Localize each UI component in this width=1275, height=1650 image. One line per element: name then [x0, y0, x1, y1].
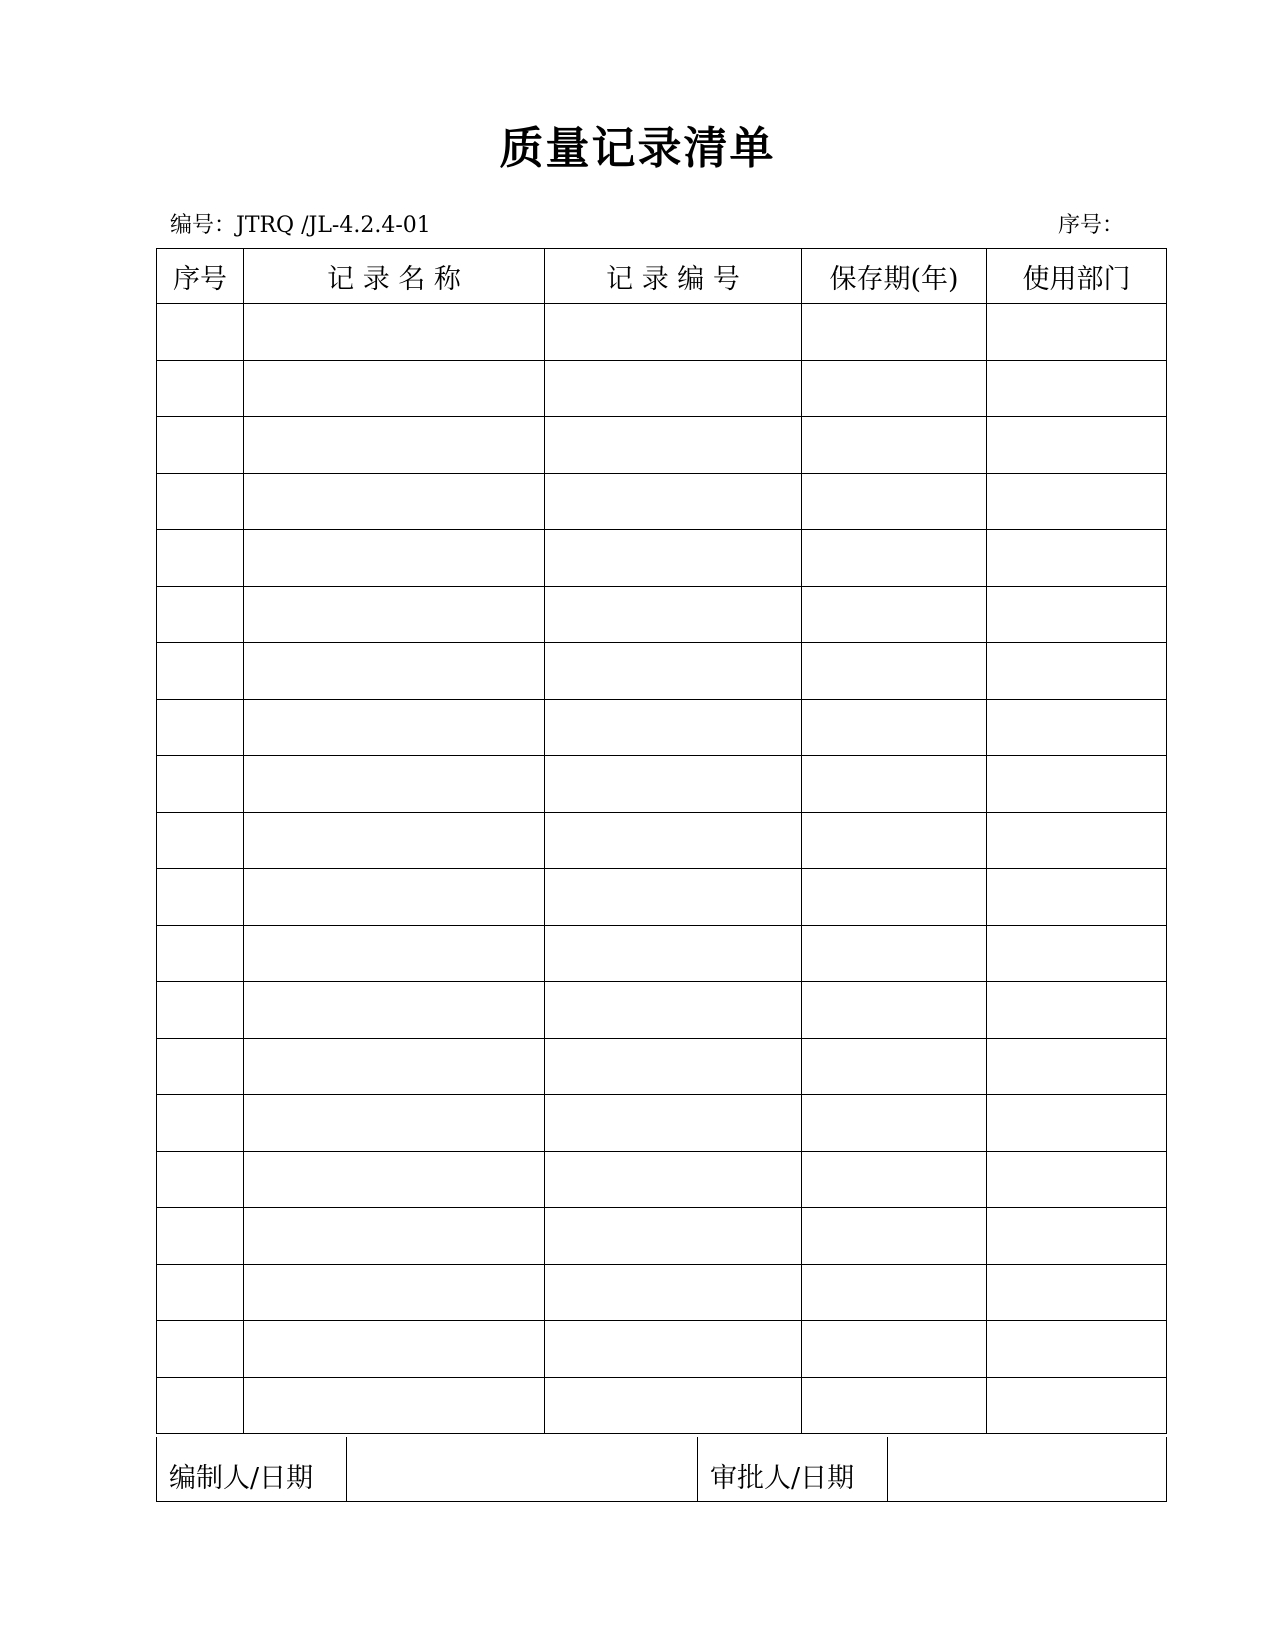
- cell-retention-period[interactable]: [802, 1095, 987, 1152]
- table-row: [157, 360, 1167, 417]
- cell-serial[interactable]: [157, 1151, 244, 1208]
- header-record-name: 记 录 名 称: [244, 249, 545, 304]
- cell-department[interactable]: [987, 586, 1167, 643]
- cell-retention-period[interactable]: [802, 869, 987, 926]
- cell-retention-period[interactable]: [802, 304, 987, 361]
- cell-record-name[interactable]: [244, 812, 545, 869]
- cell-department[interactable]: [987, 1321, 1167, 1378]
- cell-serial[interactable]: [157, 643, 244, 700]
- header-department: 使用部门: [987, 249, 1167, 304]
- table-row: [157, 756, 1167, 813]
- cell-record-name[interactable]: [244, 360, 545, 417]
- table-row: [157, 869, 1167, 926]
- cell-retention-period[interactable]: [802, 1151, 987, 1208]
- cell-serial[interactable]: [157, 1095, 244, 1152]
- approver-date-field[interactable]: [888, 1437, 1167, 1502]
- cell-record-number[interactable]: [545, 473, 802, 530]
- cell-serial[interactable]: [157, 586, 244, 643]
- cell-retention-period[interactable]: [802, 699, 987, 756]
- table-row: [157, 1321, 1167, 1378]
- cell-department[interactable]: [987, 925, 1167, 982]
- serial-number-label: 序号：: [1058, 213, 1125, 238]
- approver-label: 审批人/日期: [698, 1437, 888, 1502]
- cell-retention-period[interactable]: [802, 360, 987, 417]
- header-retention-period: 保存期(年): [802, 249, 987, 304]
- cell-department[interactable]: [987, 1038, 1167, 1095]
- cell-department[interactable]: [987, 1095, 1167, 1152]
- cell-record-name[interactable]: [244, 643, 545, 700]
- cell-record-number[interactable]: [545, 699, 802, 756]
- cell-retention-period[interactable]: [802, 1038, 987, 1095]
- cell-retention-period[interactable]: [802, 812, 987, 869]
- cell-serial[interactable]: [157, 982, 244, 1039]
- cell-serial[interactable]: [157, 530, 244, 587]
- table-row: [157, 1208, 1167, 1265]
- cell-record-name[interactable]: [244, 304, 545, 361]
- cell-retention-period[interactable]: [802, 1264, 987, 1321]
- cell-serial[interactable]: [157, 699, 244, 756]
- header-serial: 序号: [157, 249, 244, 304]
- cell-record-name[interactable]: [244, 1208, 545, 1265]
- cell-retention-period[interactable]: [802, 473, 987, 530]
- quality-record-table: [156, 248, 1167, 1434]
- cell-record-name[interactable]: [244, 1095, 545, 1152]
- cell-record-number[interactable]: [545, 869, 802, 926]
- table-row: [157, 699, 1167, 756]
- cell-record-number[interactable]: [545, 982, 802, 1039]
- cell-record-number[interactable]: [545, 756, 802, 813]
- cell-department[interactable]: [987, 1264, 1167, 1321]
- cell-record-name[interactable]: [244, 417, 545, 474]
- cell-serial[interactable]: [157, 360, 244, 417]
- cell-record-number[interactable]: [545, 360, 802, 417]
- cell-serial[interactable]: [157, 869, 244, 926]
- cell-record-name[interactable]: [244, 925, 545, 982]
- cell-record-name[interactable]: [244, 982, 545, 1039]
- cell-serial[interactable]: [157, 1377, 244, 1434]
- cell-retention-period[interactable]: [802, 1208, 987, 1265]
- cell-department[interactable]: [987, 1151, 1167, 1208]
- cell-department[interactable]: [987, 473, 1167, 530]
- cell-record-number[interactable]: [545, 1038, 802, 1095]
- cell-department[interactable]: [987, 812, 1167, 869]
- cell-retention-period[interactable]: [802, 643, 987, 700]
- cell-record-number[interactable]: [545, 530, 802, 587]
- cell-retention-period[interactable]: [802, 1321, 987, 1378]
- cell-retention-period[interactable]: [802, 586, 987, 643]
- cell-department[interactable]: [987, 1208, 1167, 1265]
- cell-record-number[interactable]: [545, 417, 802, 474]
- cell-retention-period[interactable]: [802, 925, 987, 982]
- cell-record-name[interactable]: [244, 1377, 545, 1434]
- cell-record-number[interactable]: [545, 1095, 802, 1152]
- cell-serial[interactable]: [157, 417, 244, 474]
- header-record-number: 记 录 编 号: [545, 249, 802, 304]
- cell-department[interactable]: [987, 360, 1167, 417]
- cell-department[interactable]: [987, 643, 1167, 700]
- cell-department[interactable]: [987, 756, 1167, 813]
- signature-footer: [156, 1437, 1167, 1502]
- table-row: [157, 643, 1167, 700]
- table-row: [157, 586, 1167, 643]
- cell-record-name[interactable]: [244, 530, 545, 587]
- cell-record-number[interactable]: [545, 1321, 802, 1378]
- cell-serial[interactable]: [157, 1264, 244, 1321]
- table-row: [157, 304, 1167, 361]
- cell-record-number[interactable]: [545, 643, 802, 700]
- table-body: [157, 304, 1167, 1434]
- cell-record-number[interactable]: [545, 304, 802, 361]
- table-row: [157, 1095, 1167, 1152]
- table-header-row: [157, 249, 1167, 304]
- cell-retention-period[interactable]: [802, 1377, 987, 1434]
- cell-serial[interactable]: [157, 756, 244, 813]
- cell-department[interactable]: [987, 869, 1167, 926]
- cell-record-number[interactable]: [545, 1264, 802, 1321]
- cell-record-number[interactable]: [545, 812, 802, 869]
- table-row: [157, 925, 1167, 982]
- document-code: 编号：JTRQ /JL-4.2.4-01: [170, 213, 431, 238]
- cell-serial[interactable]: [157, 304, 244, 361]
- document-title: 质量记录清单: [499, 123, 776, 174]
- table-row: [157, 473, 1167, 530]
- table-row: [157, 1377, 1167, 1434]
- cell-department[interactable]: [987, 1377, 1167, 1434]
- compiler-label: 编制人/日期: [157, 1437, 347, 1502]
- cell-record-number[interactable]: [545, 1377, 802, 1434]
- table-row: [157, 982, 1167, 1039]
- cell-record-number[interactable]: [545, 1151, 802, 1208]
- cell-department[interactable]: [987, 417, 1167, 474]
- cell-record-name[interactable]: [244, 699, 545, 756]
- table-row: [157, 1151, 1167, 1208]
- cell-record-name[interactable]: [244, 1038, 545, 1095]
- cell-serial[interactable]: [157, 925, 244, 982]
- table-row: [157, 417, 1167, 474]
- cell-record-name[interactable]: [244, 586, 545, 643]
- cell-retention-period[interactable]: [802, 530, 987, 587]
- cell-serial[interactable]: [157, 473, 244, 530]
- cell-record-name[interactable]: [244, 1321, 545, 1378]
- cell-record-name[interactable]: [244, 756, 545, 813]
- cell-record-name[interactable]: [244, 473, 545, 530]
- cell-department[interactable]: [987, 699, 1167, 756]
- cell-retention-period[interactable]: [802, 982, 987, 1039]
- table-row: [157, 1264, 1167, 1321]
- cell-serial[interactable]: [157, 1208, 244, 1265]
- table-row: [157, 1038, 1167, 1095]
- cell-record-name[interactable]: [244, 869, 545, 926]
- cell-serial[interactable]: [157, 1038, 244, 1095]
- signature-row: [157, 1437, 1167, 1502]
- cell-retention-period[interactable]: [802, 756, 987, 813]
- cell-record-name[interactable]: [244, 1264, 545, 1321]
- cell-serial[interactable]: [157, 812, 244, 869]
- cell-department[interactable]: [987, 304, 1167, 361]
- compiler-date-field[interactable]: [347, 1437, 698, 1502]
- cell-record-number[interactable]: [545, 1208, 802, 1265]
- cell-record-number[interactable]: [545, 925, 802, 982]
- cell-record-number[interactable]: [545, 586, 802, 643]
- table-row: [157, 812, 1167, 869]
- cell-department[interactable]: [987, 982, 1167, 1039]
- table-row: [157, 530, 1167, 587]
- cell-serial[interactable]: [157, 1321, 244, 1378]
- cell-record-name[interactable]: [244, 1151, 545, 1208]
- cell-retention-period[interactable]: [802, 417, 987, 474]
- cell-department[interactable]: [987, 530, 1167, 587]
